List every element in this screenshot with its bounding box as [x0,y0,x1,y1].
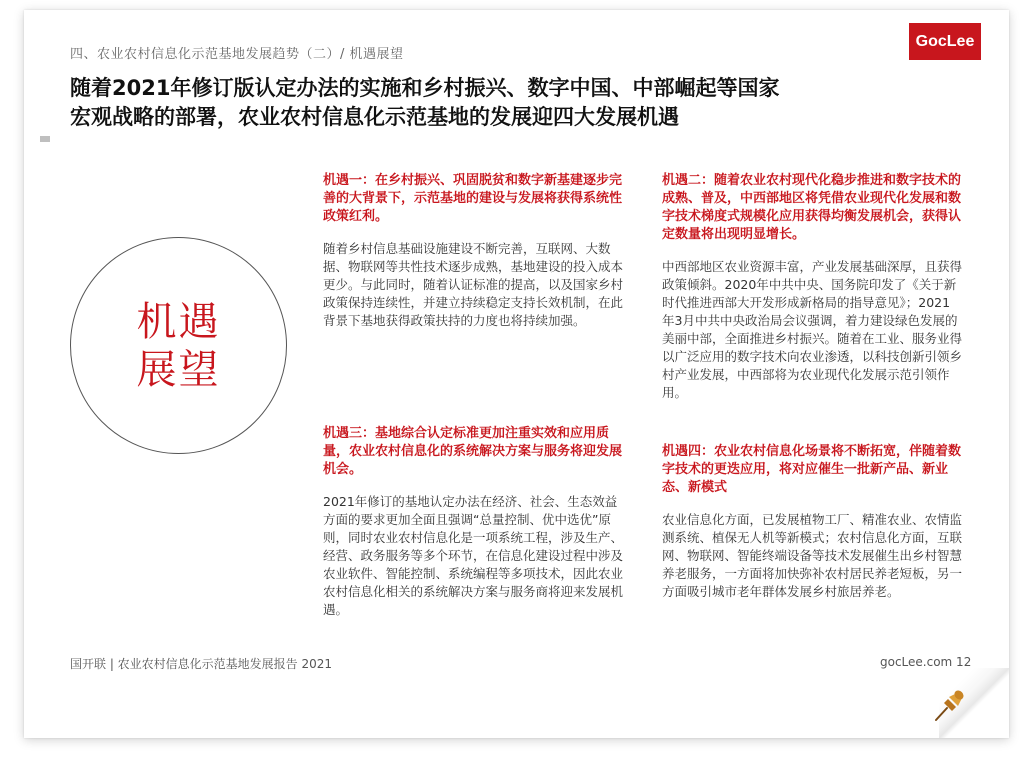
opportunity-1-heading: 机遇一：在乡村振兴、巩固脱贫和数字新基建逐步完善的大背景下，示范基地的建设与发展将获得系统性政策红利。 [323,173,623,224]
opportunity-4-body: 农业信息化方面，已发展植物工厂、精准农业、农情监测系统、植保无人机等新模式；农村信息化方面，互联网、物联网、智能终端设备等技术发展催生出乡村智慧养老服务，一方面将加快弥补农村居民养老短板，另一方面吸引城市老年群体发展乡村旅居养老。 [662,512,963,599]
opportunity-1 [323,172,623,330]
title-line-2: 宏观战略的部署，农业农村信息化示范基地的发展迎四大发展机遇 [70,105,679,129]
circle-text-line-1: 机遇 [136,298,221,345]
goclee-logo: GocLee [909,23,981,60]
opportunity-2 [662,172,962,402]
opportunity-4-heading: 机遇四：农业农村信息化场景将不断拓宽，伴随着数字技术的更迭应用，将对应催生一批新产品、新业态、新模式 [662,444,962,495]
opportunity-1-body: 随着乡村信息基础设施建设不断完善，互联网、大数据、物联网等共性技术逐步成熟，基地建设的投入成本更少。与此同时，随着认证标准的提高，以及国家乡村政策保持连续性，并建立持续稳定支持长效机制，在此背景下基地获得政策扶持的力度也将持续加强。 [323,241,624,328]
breadcrumb: 四、农业农村信息化示范基地发展趋势（二）/ 机遇展望 [70,47,404,62]
footer-report-name: 国开联 | 农业农村信息化示范基地发展报告 2021 [70,657,333,671]
footer-page-info: gocLee.com 12 [880,655,972,669]
opportunity-4 [662,443,962,601]
side-marker [40,136,50,142]
title-line-1: 随着2021年修订版认定办法的实施和乡村振兴、数字中国、中部崛起等国家 [70,76,780,100]
opportunity-circle [70,237,287,454]
circle-text-line-2: 展望 [136,346,221,393]
opportunity-2-body: 中西部地区农业资源丰富，产业发展基础深厚，且获得政策倾斜。2020年中共中央、国务院印发了《关于新时代推进西部大开发形成新格局的指导意见》；2021年3月中共中央政治局会议强调，着力建设绿色发展的美丽中部，全面推进乡村振兴。随着在工业、服务业得以广泛应用的数字技术向农业渗透，以科技创新引领乡村产业发展，中西部将为农业现代化发展示范引领作用。 [662,259,963,400]
pushpin-icon [932,685,968,723]
page-title [70,74,910,132]
opportunity-2-heading: 机遇二：随着农业农村现代化稳步推进和数字技术的成熟、普及，中西部地区将凭借农业现代化发展和数字技术梯度式规模化应用获得均衡发展机会，获得认定数量将出现明显增长。 [662,173,962,242]
opportunity-3-body: 2021年修订的基地认定办法在经济、社会、生态效益方面的要求更加全面且强调“总量控制、优中选优”原则，同时农业农村信息化是一项系统工程，涉及生产、经营、政务服务等多个环节，在信息化建设过程中涉及农业软件、智能控制、系统编程等多项技术，因此农业农村信息化相关的系统解决方案与服务商将迎来发展机遇。 [323,494,624,617]
opportunity-3 [323,425,623,619]
opportunity-3-heading: 机遇三：基地综合认定标准更加注重实效和应用质量，农业农村信息化的系统解决方案与服务将迎发展机会。 [323,426,623,477]
